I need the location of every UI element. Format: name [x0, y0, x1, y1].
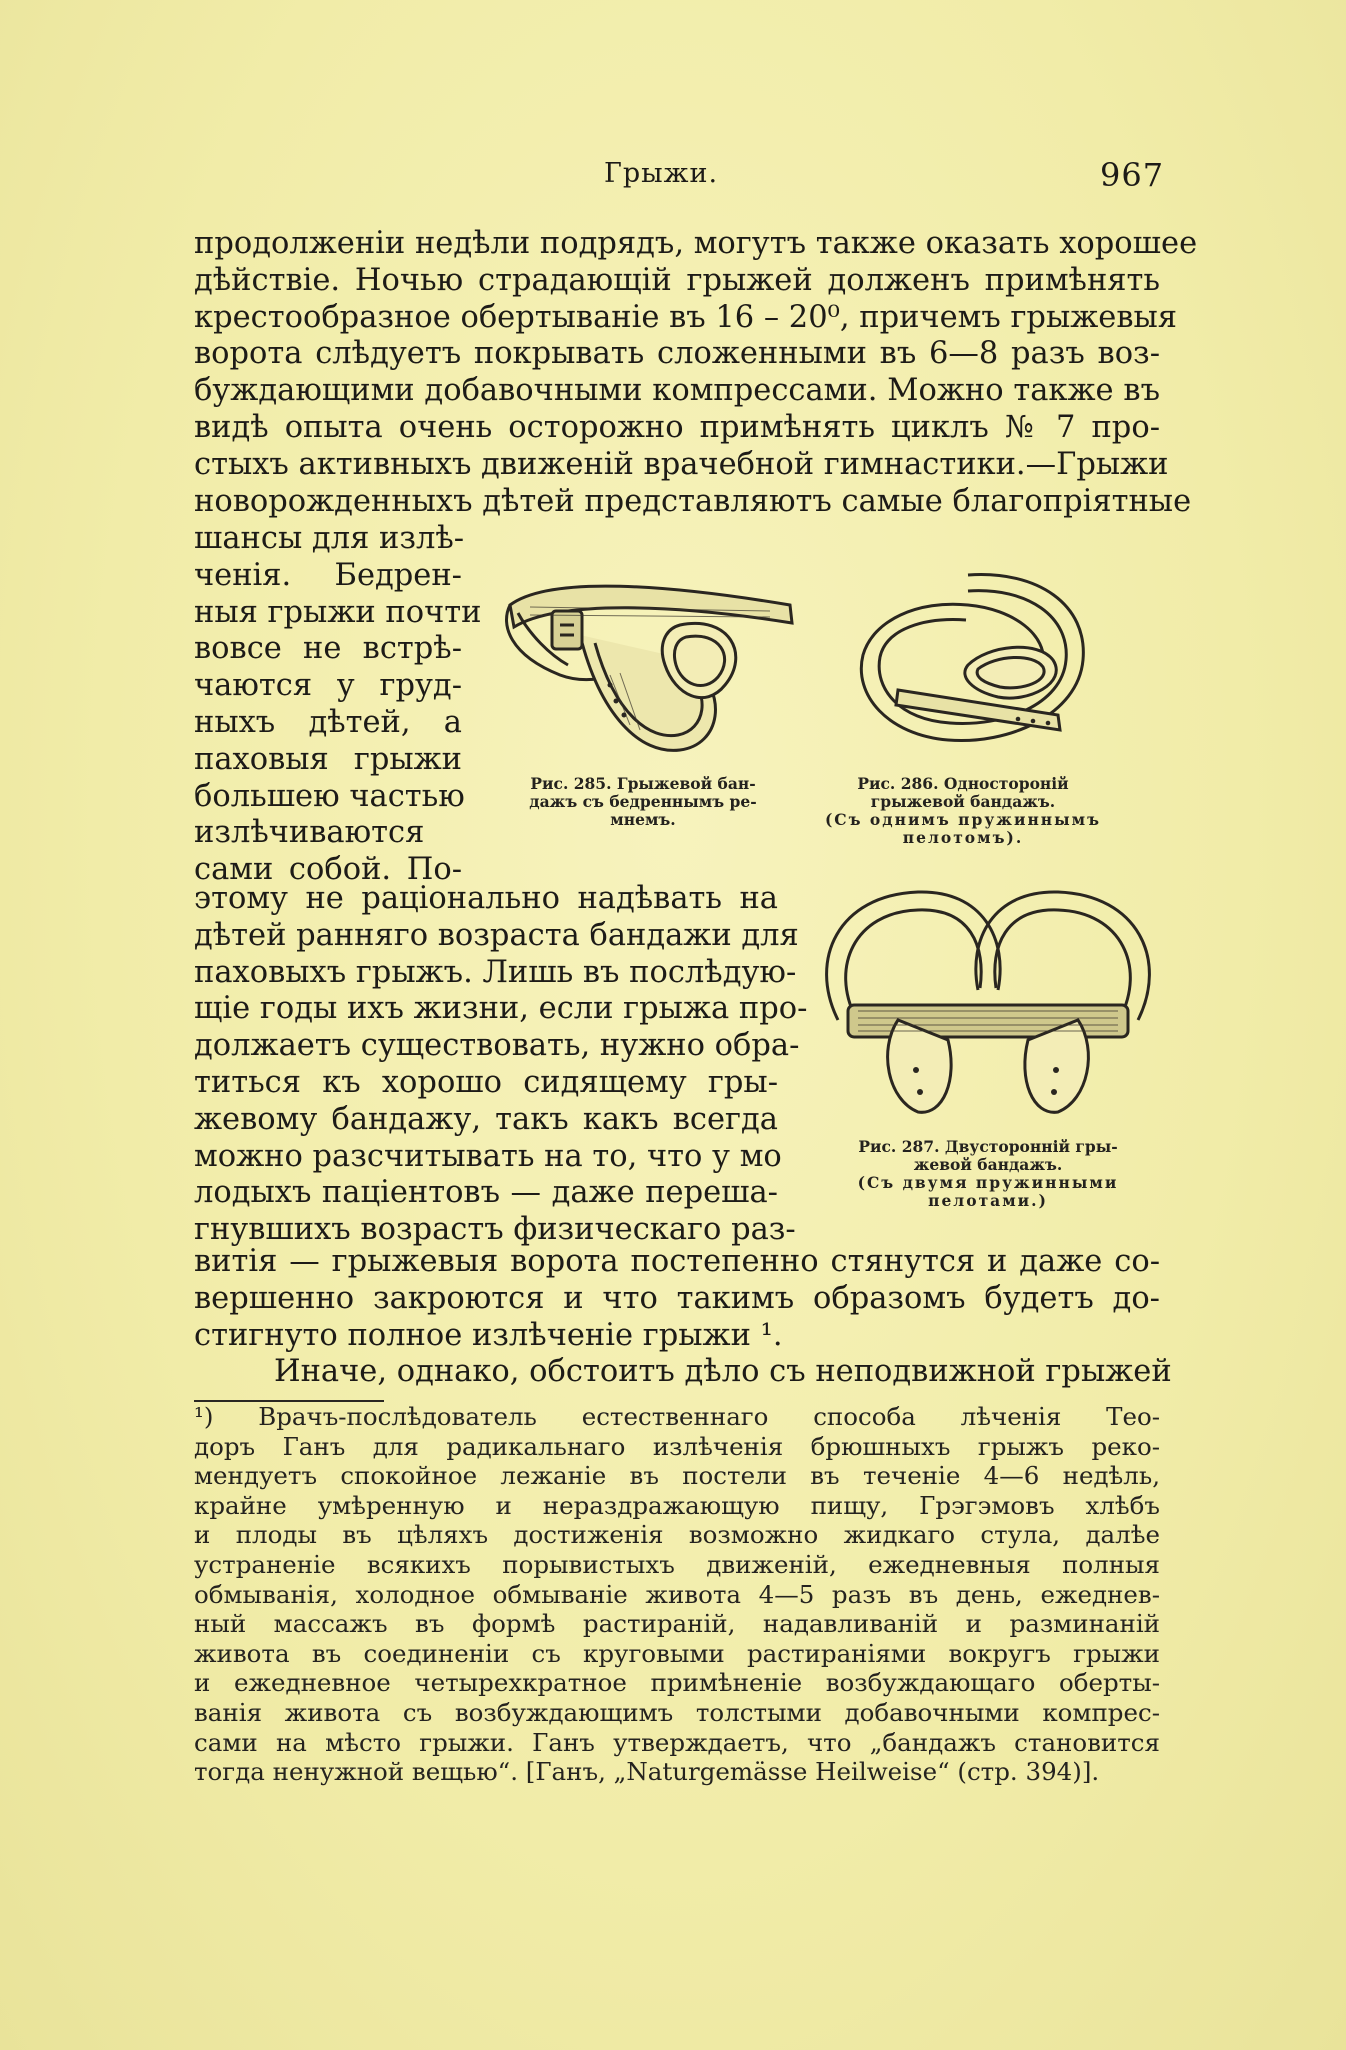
text-line: продолженіи недѣли подрядъ, могутъ также оказать хорошее: [194, 226, 1198, 261]
footnote: [194, 1402, 1160, 1787]
text-line: большею частью: [194, 778, 465, 814]
caption-note-line: (Съ двумя пружинными: [857, 1173, 1119, 1192]
text-line: Иначе, однако, обстоитъ дѣло съ неподвижной грыжей: [274, 1354, 1172, 1390]
footnote-line: мендуетъ спокойное лежаніе въ постели въ теченіе 4—6 недѣль,: [194, 1461, 1160, 1491]
paragraph-narrow-column: [194, 520, 482, 888]
text-line: видѣ опыта очень осторожно примѣнять циклъ № 7 про-: [194, 409, 1160, 445]
paragraph-top: [194, 226, 1198, 520]
hernia-truss-with-thigh-strap-illustration: [490, 565, 810, 765]
footnote-line: живота въ соединеніи съ круговыми растираніями вокругъ грыжи: [194, 1638, 1160, 1668]
text-line: лодыхъ паціентовъ — даже переша-: [194, 1175, 778, 1211]
text-line: крестообразное обертываніе въ 16 – 20⁰, причемъ грыжевыя: [194, 299, 1178, 335]
double-sided-truss-illustration: [808, 880, 1168, 1120]
footnote-line: и плоды въ цѣляхъ достиженія возможно жидкаго стула, далѣе: [194, 1520, 1160, 1550]
text-line: шансы для излѣ-: [194, 521, 465, 556]
footnote-line: обмыванія, холодное обмываніе живота 4—5 разъ въ день, ежеднев-: [194, 1579, 1160, 1609]
caption-line: дажъ съ бедреннымъ ре-: [529, 792, 757, 811]
text-line: стыхъ активныхъ движеній врачебной гимнастики.—Грыжи: [194, 446, 1169, 482]
text-line: вовсе не встрѣ-: [194, 631, 462, 667]
caption-line: грыжевой бандажъ.: [870, 792, 1056, 811]
text-line: излѣчиваются: [194, 815, 425, 851]
caption-line: Рис. 287. Двустороннiй гры-: [858, 1137, 1118, 1156]
text-line: дѣтей ранняго возраста бандажи для: [194, 917, 799, 953]
text-line: витія — грыжевыя ворота постепенно стянутся и даже со-: [194, 1244, 1160, 1279]
figure-287-caption: [808, 1138, 1168, 1210]
caption-line: мнемъ.: [610, 810, 676, 829]
text-line: титься къ хорошо сидящему гры-: [194, 1064, 778, 1100]
figure-287: [808, 880, 1168, 1210]
text-line: чаются у груд-: [194, 668, 462, 704]
text-line: буждающими добавочными компрессами. Можно также въ: [194, 373, 1160, 409]
caption-line: Рис. 285. Грыжевой бан-: [530, 774, 756, 793]
footnote-line: ванія живота съ возбуждающимъ толстыми добавочными компрес-: [194, 1697, 1160, 1727]
caption-note-line: (Съ однимъ пружиннымъ: [824, 810, 1102, 829]
caption-note-line: пелотами.): [928, 1191, 1048, 1210]
text-line: должаетъ существовать, нужно обра-: [194, 1028, 800, 1064]
caption-line: жевой бандажъ.: [913, 1155, 1063, 1174]
text-line: можно разсчитывать на то, что у мо: [194, 1138, 782, 1174]
single-sided-truss-illustration: [838, 565, 1098, 765]
text-line: этому не раціонально надѣвать на: [194, 881, 778, 916]
footnote-line: крайне умѣренную и нераздражающую пищу, Грэгэмовъ хлѣбъ: [194, 1490, 1160, 1520]
footnote-line: сами на мѣсто грыжи. Ганъ утверждаетъ, что „бандажъ становится: [194, 1727, 1160, 1757]
footnote-line: тогда ненужной вещью“. [Ганъ, „Naturgemässe Heilweise“ (стр. 394)].: [194, 1757, 1100, 1787]
text-line: сами собой. По-: [194, 852, 462, 888]
paragraph-bottom: [194, 1244, 1172, 1391]
text-line: ченія. Бедрен-: [194, 557, 462, 593]
text-line: вершенно закроются и что такимъ образомъ будетъ до-: [194, 1280, 1160, 1316]
text-line: гнувшихъ возрастъ физическаго раз-: [194, 1212, 796, 1248]
text-line: новорожденныхъ дѣтей представляютъ самые благопріятные: [194, 483, 1192, 519]
text-line: жевому бандажу, такъ какъ всегда: [194, 1101, 778, 1137]
figure-286: [824, 565, 1102, 847]
page-number: 967: [1100, 156, 1165, 194]
footnote-line: доръ Ганъ для радикальнаго излѣченія брюшныхъ грыжъ реко-: [194, 1431, 1160, 1461]
caption-line: Рис. 286. Односторонiй: [857, 774, 1069, 793]
text-line: паховыя грыжи: [194, 741, 462, 777]
paragraph-mid-column: [194, 880, 808, 1248]
text-line: паховыхъ грыжъ. Лишь въ послѣдую-: [194, 954, 797, 990]
figure-285-caption: [478, 775, 808, 829]
text-line: щіе годы ихъ жизни, если грыжа про-: [194, 991, 808, 1027]
text-line: стигнуто полное излѣченіе грыжи ¹.: [194, 1317, 783, 1353]
figure-285: [490, 565, 810, 829]
figure-286-caption: [818, 775, 1108, 847]
text-line: ныя грыжи почти: [194, 594, 482, 630]
footnote-line: ¹) Врачъ-послѣдователь естественнаго способа лѣченія Тео-: [194, 1402, 1160, 1431]
footnote-line: устраненіе всякихъ порывистыхъ движеній, ежедневныя полныя: [194, 1549, 1160, 1579]
footnote-line: ный массажъ въ формѣ растираній, надавливаній и разминаній: [194, 1609, 1160, 1639]
footnote-line: и ежедневное четырехкратное примѣненіе возбуждающаго оберты-: [194, 1668, 1160, 1698]
text-line: дѣйствіе. Ночью страдающій грыжей долженъ примѣнять: [194, 262, 1160, 298]
caption-note-line: пелотомъ).: [902, 828, 1024, 847]
text-line: ныхъ дѣтей, а: [194, 704, 462, 740]
running-head: Грыжи.: [604, 158, 719, 189]
text-line: ворота слѣдуетъ покрывать сложенными въ 6—8 разъ воз-: [194, 336, 1160, 372]
